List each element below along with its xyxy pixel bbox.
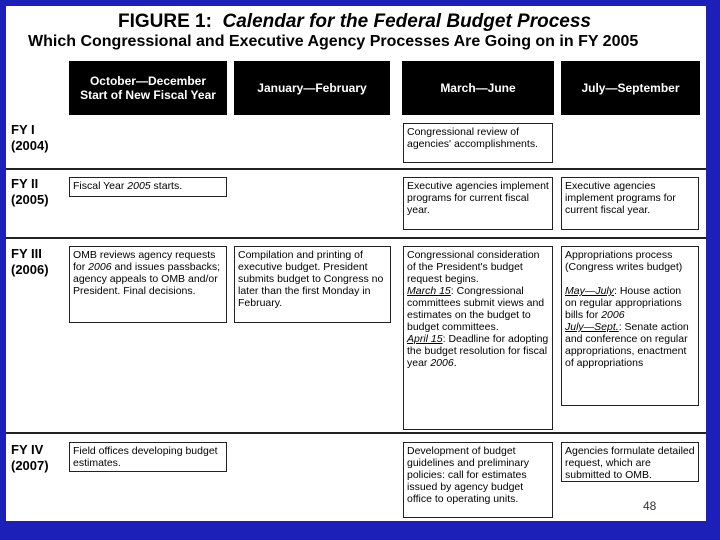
row-label-fy4-year: (2007) bbox=[11, 458, 49, 473]
column-header-mar-jun: March—June bbox=[402, 61, 554, 115]
cell-fy3-mar-jun bbox=[403, 246, 553, 430]
cell-fy1-mar-jun: Congressional review of agencies' accomplishments. bbox=[403, 123, 553, 163]
column-header-jan-feb: January—February bbox=[234, 61, 390, 115]
cell-fy3-mar-jun-text2: : Congressional committees submit views and estimates on the budget to budget committees. bbox=[407, 285, 545, 333]
column-header-jul-sep: July—September bbox=[561, 61, 700, 115]
cell-fy3-mar-jun-para1: Congressional consideration of the President's budget request begins. bbox=[407, 249, 540, 285]
figure-title-prefix: FIGURE 1: bbox=[118, 11, 212, 32]
figure-title-italic: Calendar for the Federal Budget Process bbox=[222, 11, 592, 32]
figure-title bbox=[118, 11, 591, 33]
row-label-fy1-name: FY I bbox=[11, 122, 35, 137]
april-15-date: April 15 bbox=[407, 333, 443, 345]
row-label-fy3-name: FY III bbox=[11, 246, 42, 261]
cell-fy4-jul-sep: Agencies formulate detailed request, which are submitted to OMB. bbox=[561, 442, 699, 482]
row-label-fy2-year: (2005) bbox=[11, 192, 49, 207]
column-header-oct-dec-line1: October—December bbox=[89, 74, 207, 88]
cell-fy3-oct-dec-text-a: OMB reviews agency requests for bbox=[73, 249, 216, 273]
cell-fy3-jul-sep-para2 bbox=[565, 285, 695, 321]
cell-fy3-mar-jun-para2 bbox=[407, 285, 549, 333]
row-divider bbox=[6, 237, 706, 239]
march-15-date: March 15 bbox=[407, 285, 451, 297]
cell-fy3-jul-sep-para3 bbox=[565, 321, 695, 369]
cell-fy3-mar-jun-text3: : Deadline for adopting the budget resolution for fiscal year bbox=[407, 333, 549, 369]
row-label-fy2-name: FY II bbox=[11, 176, 39, 191]
cell-fy3-mar-jun-text4: . bbox=[453, 357, 457, 369]
cell-fy2-oct-dec-year: 2005 bbox=[127, 180, 151, 192]
row-label-fy1 bbox=[11, 122, 49, 154]
slide bbox=[6, 6, 706, 521]
cell-fy3-jul-sep-para1: Appropriations process (Congress writes budget) bbox=[565, 249, 683, 273]
column-header-oct-dec-line2: Start of New Fiscal Year bbox=[80, 88, 216, 102]
row-divider bbox=[6, 432, 706, 434]
cell-fy3-jul-sep-year: 2006 bbox=[601, 309, 625, 321]
cell-fy4-mar-jun: Development of budget guidelines and preliminary policies: call for estimates issued by agency budget office to operating units. bbox=[403, 442, 553, 518]
cell-fy3-jul-sep bbox=[561, 246, 699, 406]
row-divider bbox=[6, 168, 706, 170]
cell-fy3-jul-sep-text3: : Senate action and conference on regular appropriations, enactment of appropriations bbox=[565, 321, 689, 369]
row-label-fy1-year: (2004) bbox=[11, 138, 49, 153]
cell-fy3-mar-jun-para3 bbox=[407, 333, 549, 369]
cell-fy3-mar-jun-year: 2006 bbox=[430, 357, 454, 369]
cell-fy2-oct-dec bbox=[69, 177, 227, 197]
july-sept-date: July—Sept. bbox=[565, 321, 619, 333]
figure-subtitle: Which Congressional and Executive Agency Processes Are Going on in FY 2005 bbox=[28, 33, 639, 50]
cell-fy3-jan-feb: Compilation and printing of executive budget. President submits budget to Congress no later than the first Monday in February. bbox=[234, 246, 391, 323]
cell-fy3-oct-dec-year: 2006 bbox=[88, 261, 112, 273]
cell-fy2-jul-sep: Executive agencies implement programs for current fiscal year. bbox=[561, 177, 699, 230]
cell-fy4-oct-dec: Field offices developing budget estimates. bbox=[69, 442, 227, 472]
row-label-fy3 bbox=[11, 246, 49, 278]
row-label-fy4 bbox=[11, 442, 49, 474]
column-header-oct-dec bbox=[69, 61, 227, 115]
row-label-fy3-year: (2006) bbox=[11, 262, 49, 277]
row-label-fy4-name: FY IV bbox=[11, 442, 44, 457]
cell-fy3-oct-dec-text-c: and issues passbacks; agency appeals to OMB and/or President. Final decisions. bbox=[73, 261, 221, 297]
cell-fy3-jul-sep-text2: : House action on regular appropriations bills for bbox=[565, 285, 682, 321]
page-number: 48 bbox=[643, 499, 657, 513]
cell-fy2-oct-dec-text-a: Fiscal Year bbox=[73, 180, 128, 192]
cell-fy2-mar-jun: Executive agencies implement programs for current fiscal year. bbox=[403, 177, 553, 230]
cell-fy2-oct-dec-text-c: starts. bbox=[150, 180, 183, 192]
row-label-fy2 bbox=[11, 176, 49, 208]
may-july-date: May—July bbox=[565, 285, 615, 297]
cell-fy3-oct-dec bbox=[69, 246, 227, 323]
